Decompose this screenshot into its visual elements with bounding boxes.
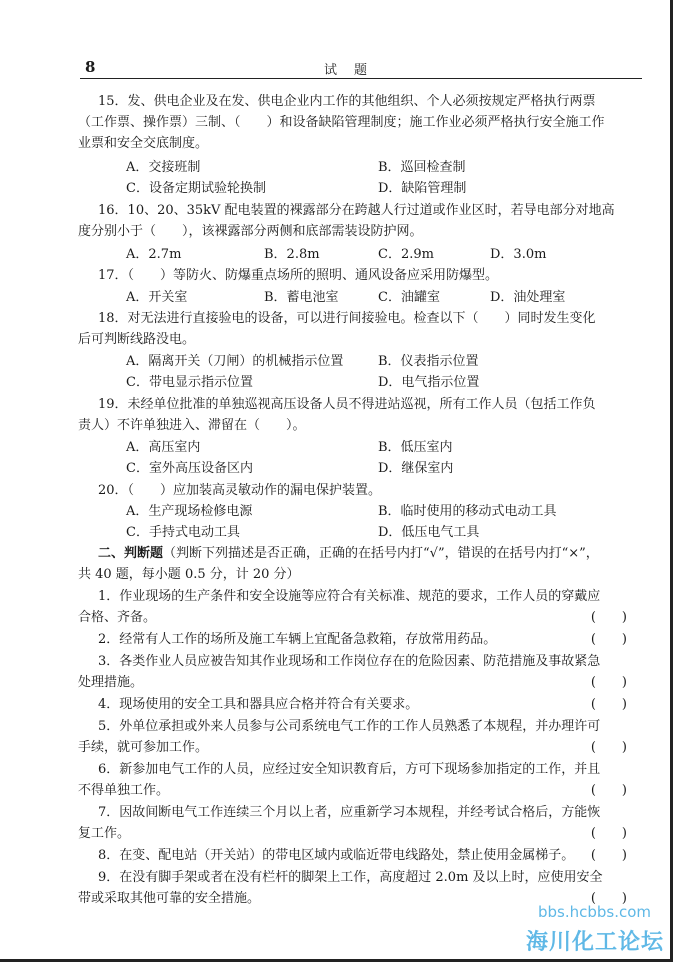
answer-parentheses: ( ) (590, 891, 627, 906)
header-rule (80, 78, 642, 79)
judgment-item-line: 复工作。 (78, 826, 131, 841)
option-a: A．生产现场检修电源 (126, 504, 253, 519)
judgment-item-line: 3．各类作业人员应被告知其作业现场和工作岗位存在的危险因素、防范措施及事故紧急 (98, 654, 601, 669)
answer-parentheses: ( ) (590, 826, 627, 841)
judgment-item-line: 8．在变、配电站（开关站）的带电区域内或临近带电线路处，禁止使用金属梯子。 (98, 848, 575, 863)
question-line: 后可判断线路没电。 (78, 332, 196, 347)
option-c: C．手持式电动工具 (126, 525, 240, 540)
judgment-item-line: 5．外单位承担或外来人员参与公司系统电气工作的工作人员熟悉了本规程，并办理许可 (98, 719, 601, 734)
question-line: 责人）不许单独进入、滞留在（ ）。 (78, 418, 306, 433)
page-title: 试 题 (324, 63, 370, 78)
watermark-name: 海川化工论坛 (526, 930, 665, 955)
judgment-item-line: 2．经常有人工作的场所及施工车辆上宜配备急救箱，存放常用药品。 (98, 632, 497, 647)
judgment-item-line: 4．现场使用的安全工具和器具应合格并符合有关要求。 (98, 697, 419, 712)
page-number: 8 (85, 58, 96, 76)
answer-parentheses: ( ) (590, 697, 627, 712)
section-instruction: （判断下列描述是否正确，正确的在括号内打“√”，错误的在括号内打“×”， (163, 546, 599, 561)
watermark-url: bbs.hcbbs.com (538, 903, 652, 921)
judgment-item-line: 6．新参加电气工作的人员，应经过安全知识教育后，方可下现场参加指定的工作，并且 (98, 762, 601, 777)
judgment-item-line: 不得单独工作。 (78, 783, 170, 798)
option-b: B．低压室内 (378, 440, 453, 455)
option-d: D．电气指示位置 (378, 375, 480, 390)
question-line: 19．未经单位批准的单独巡视高压设备人员不得进站巡视，所有工作人员（包括工作负 (98, 397, 596, 412)
question-line: 20．（ ）应加装高灵敏动作的漏电保护装置。 (98, 483, 382, 498)
option-b: B．巡回检查制 (378, 160, 466, 175)
judgment-item-line: 合格、齐备。 (78, 610, 157, 625)
section-heading (98, 544, 599, 564)
question-line: 度分别小于（ ），该裸露部分两侧和底部需装设防护网。 (78, 224, 423, 239)
option-b: B．临时使用的移动式电动工具 (378, 504, 557, 519)
question-line: （工作票、操作票）三制、（ ）和设备缺陷管理制度；施工作业必须严格执行安全施工作 (78, 115, 605, 130)
option-d: D．油处理室 (490, 290, 566, 305)
answer-parentheses: ( ) (590, 610, 627, 625)
answer-parentheses: ( ) (590, 632, 627, 647)
section-title: 二、判断题 (98, 546, 164, 561)
section-instruction-line: 共 40 题，每小题 0.5 分，计 20 分） (78, 567, 300, 582)
answer-parentheses: ( ) (590, 783, 627, 798)
option-c: C．设备定期试验轮换制 (126, 181, 266, 196)
option-c: C．带电显示指示位置 (126, 375, 253, 390)
option-c: C．油罐室 (378, 290, 440, 305)
option-c: C．室外高压设备区内 (126, 461, 253, 476)
option-d: D．缺陷管理制 (378, 181, 467, 196)
judgment-item-line: 处理措施。 (78, 675, 144, 690)
page-header (80, 56, 650, 78)
option-d: D．低压电气工具 (378, 525, 480, 540)
question-line: 15．发、供电企业及在发、供电企业内工作的其他组织、个人必须按规定严格执行两票 (98, 94, 596, 109)
option-d: D．3.0m (490, 247, 547, 262)
question-line: 业票和安全交底制度。 (78, 136, 209, 151)
question-line: 16．10、20、35kV 配电装置的裸露部分在跨越人行过道或作业区时，若导电部分对地高 (98, 203, 615, 218)
judgment-item-line: 9．在没有脚手架或者在没有栏杆的脚架上工作，高度超过 2.0m 及以上时，应使用安全 (98, 870, 603, 885)
judgment-item-line: 手续，就可参加工作。 (78, 740, 209, 755)
judgment-item-line: 带或采取其他可靠的安全措施。 (78, 891, 261, 906)
question-line: 17．（ ）等防火、防爆重点场所的照明、通风设备应采用防爆型。 (98, 268, 499, 283)
option-a: A．2.7m (126, 247, 182, 262)
answer-parentheses: ( ) (590, 848, 627, 863)
judgment-item-line: 7．因故间断电气工作连续三个月以上者，应重新学习本规程，并经考试合格后，方能恢 (98, 805, 601, 820)
option-b: B．蓄电池室 (264, 290, 339, 305)
answer-parentheses: ( ) (590, 740, 627, 755)
answer-parentheses: ( ) (590, 675, 627, 690)
option-a: A．隔离开关（刀闸）的机械指示位置 (126, 354, 344, 369)
option-b: B．仪表指示位置 (378, 354, 479, 369)
judgment-item-line: 1．作业现场的生产条件和安全设施等应符合有关标准、规范的要求，工作人员的穿戴应 (98, 589, 601, 604)
option-a: A．高压室内 (126, 440, 201, 455)
option-b: B．2.8m (264, 247, 320, 262)
option-c: C．2.9m (378, 247, 434, 262)
option-a: A．开关室 (126, 290, 188, 305)
question-line: 18．对无法进行直接验电的设备，可以进行间接验电。检查以下（ ）同时发生变化 (98, 311, 596, 326)
option-d: D．继保室内 (378, 461, 454, 476)
option-a: A．交接班制 (126, 160, 201, 175)
